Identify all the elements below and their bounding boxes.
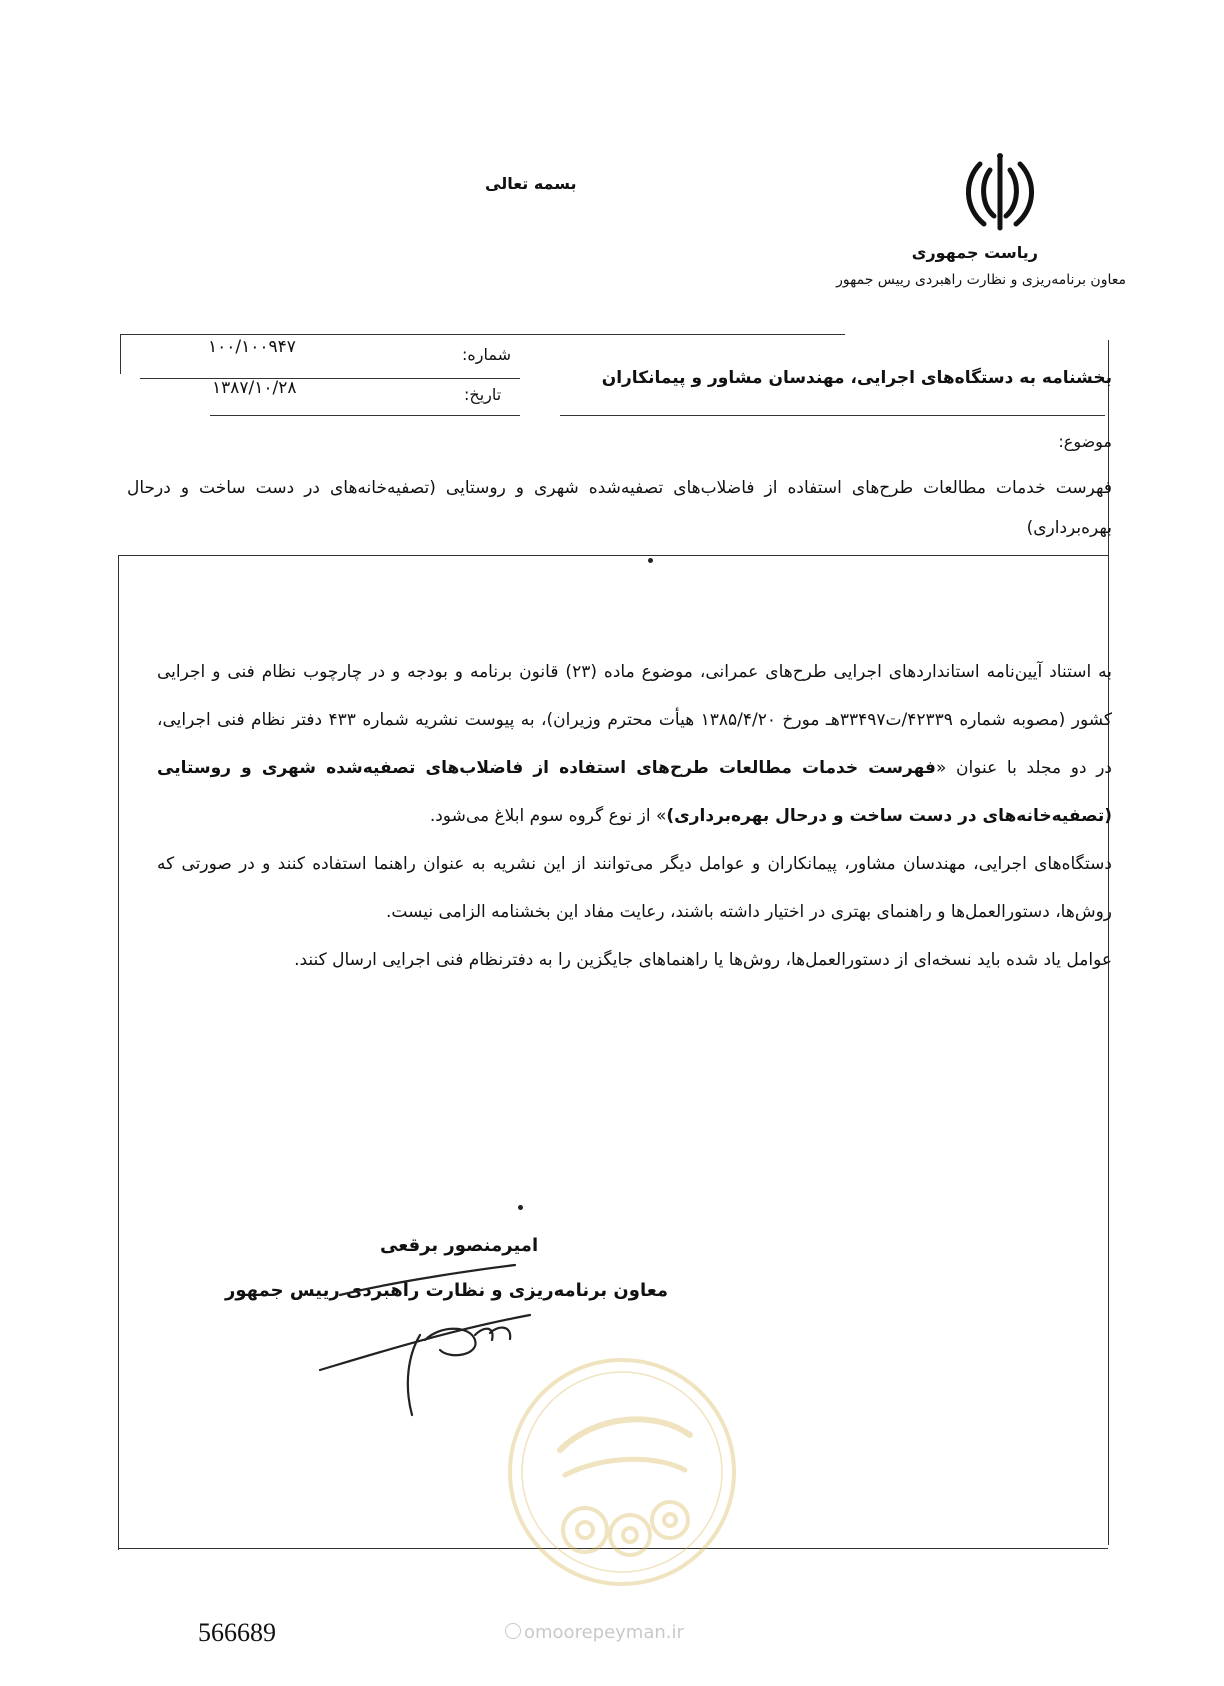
site-watermark (505, 1622, 684, 1643)
body-paragraph-3: عوامل یاد شده باید نسخه‌ای از دستورالعمل‌ها، روش‌ها یا راهنماهای جایگزین را به دفترنظام فنی اجرایی ارسال کنند. (294, 950, 1112, 970)
addressee: بخشنامه به دستگاه‌های اجرایی، مهندسان مشاور و پیمانکاران (601, 368, 1112, 388)
body-paragraph-1: به استناد آیین‌نامه استانداردهای اجرایی طرح‌های عمرانی، موضوع ماده (۲۳) قانون برنامه و بودجه و در چارچوب نظام فنی و اجرایی کشور (مصوبه شماره ۴۲۳۳۹/ت۳۳۴۹۷هـ مورخ ۱۳۸۵/۴/۲۰ هیأت محترم وزیران)، به پیوست نشریه شماره ۴۳۳ دفتر نظام فنی اجرایی، در دو مجلد با عنوان «فهرست خدمات مطالعات طرح‌های استفاده از فاضلاب‌های تصفیه‌شده شهری و روستایی (تصفیه‌خانه‌های در دست ساخت و درحال بهره‌برداری)» از نوع گروه سوم ابلاغ می‌شود. (157, 662, 1112, 826)
subject-label: موضوع: (1058, 432, 1112, 451)
at-icon (505, 1623, 521, 1639)
body-paragraph-2: دستگاه‌های اجرایی، مهندسان مشاور، پیمانکاران و عوامل دیگر می‌توانند از این نشریه به عنوان راهنما استفاده کنند و در صورتی که روش‌ها، دستورالعمل‌ها و راهنمای بهتری در اختیار داشته باشند، رعایت مفاد این بخشنامه الزامی نیست. (157, 854, 1112, 922)
number-underline (140, 378, 520, 379)
addressee-line (560, 415, 1105, 416)
frame-top-line-right (560, 334, 845, 335)
document-number: 566689 (198, 1618, 276, 1647)
body-top-line (118, 555, 1108, 556)
date-label: تاریخ: (464, 385, 502, 404)
publisher-seal-icon (505, 1355, 740, 1590)
signer-name: امیرمنصور برقعی (380, 1235, 539, 1256)
letter-body (157, 648, 1112, 984)
number-value: ۱۰۰/۱۰۰۹۴۷ (208, 337, 296, 357)
mark-dot (518, 1205, 523, 1210)
frame-left-edge (120, 334, 121, 374)
signer-title: معاون برنامه‌ریزی و نظارت راهبردی رییس جمهور (225, 1280, 669, 1301)
body-left-edge (118, 555, 119, 1550)
besmeh: بسمه تعالی (485, 174, 577, 193)
number-label: شماره: (462, 345, 512, 364)
watermark-text: omoorepeyman.ir (524, 1622, 684, 1643)
date-value: ۱۳۸۷/۱۰/۲۸ (212, 378, 297, 398)
iran-emblem-icon (958, 150, 1042, 234)
deputy-title: معاون برنامه‌ریزی و نظارت راهبردی رییس جمهور (836, 272, 1126, 288)
mark-dot (648, 558, 653, 563)
subject-text: فهرست خدمات مطالعات طرح‌های استفاده از فاضلاب‌های تصفیه‌شده شهری و روستایی (تصفیه‌خانه‌های در دست ساخت و درحال بهره‌برداری) (127, 478, 1112, 538)
date-underline (210, 415, 520, 416)
frame-top-line (120, 334, 560, 335)
organization-name: ریاست جمهوری (911, 243, 1038, 262)
